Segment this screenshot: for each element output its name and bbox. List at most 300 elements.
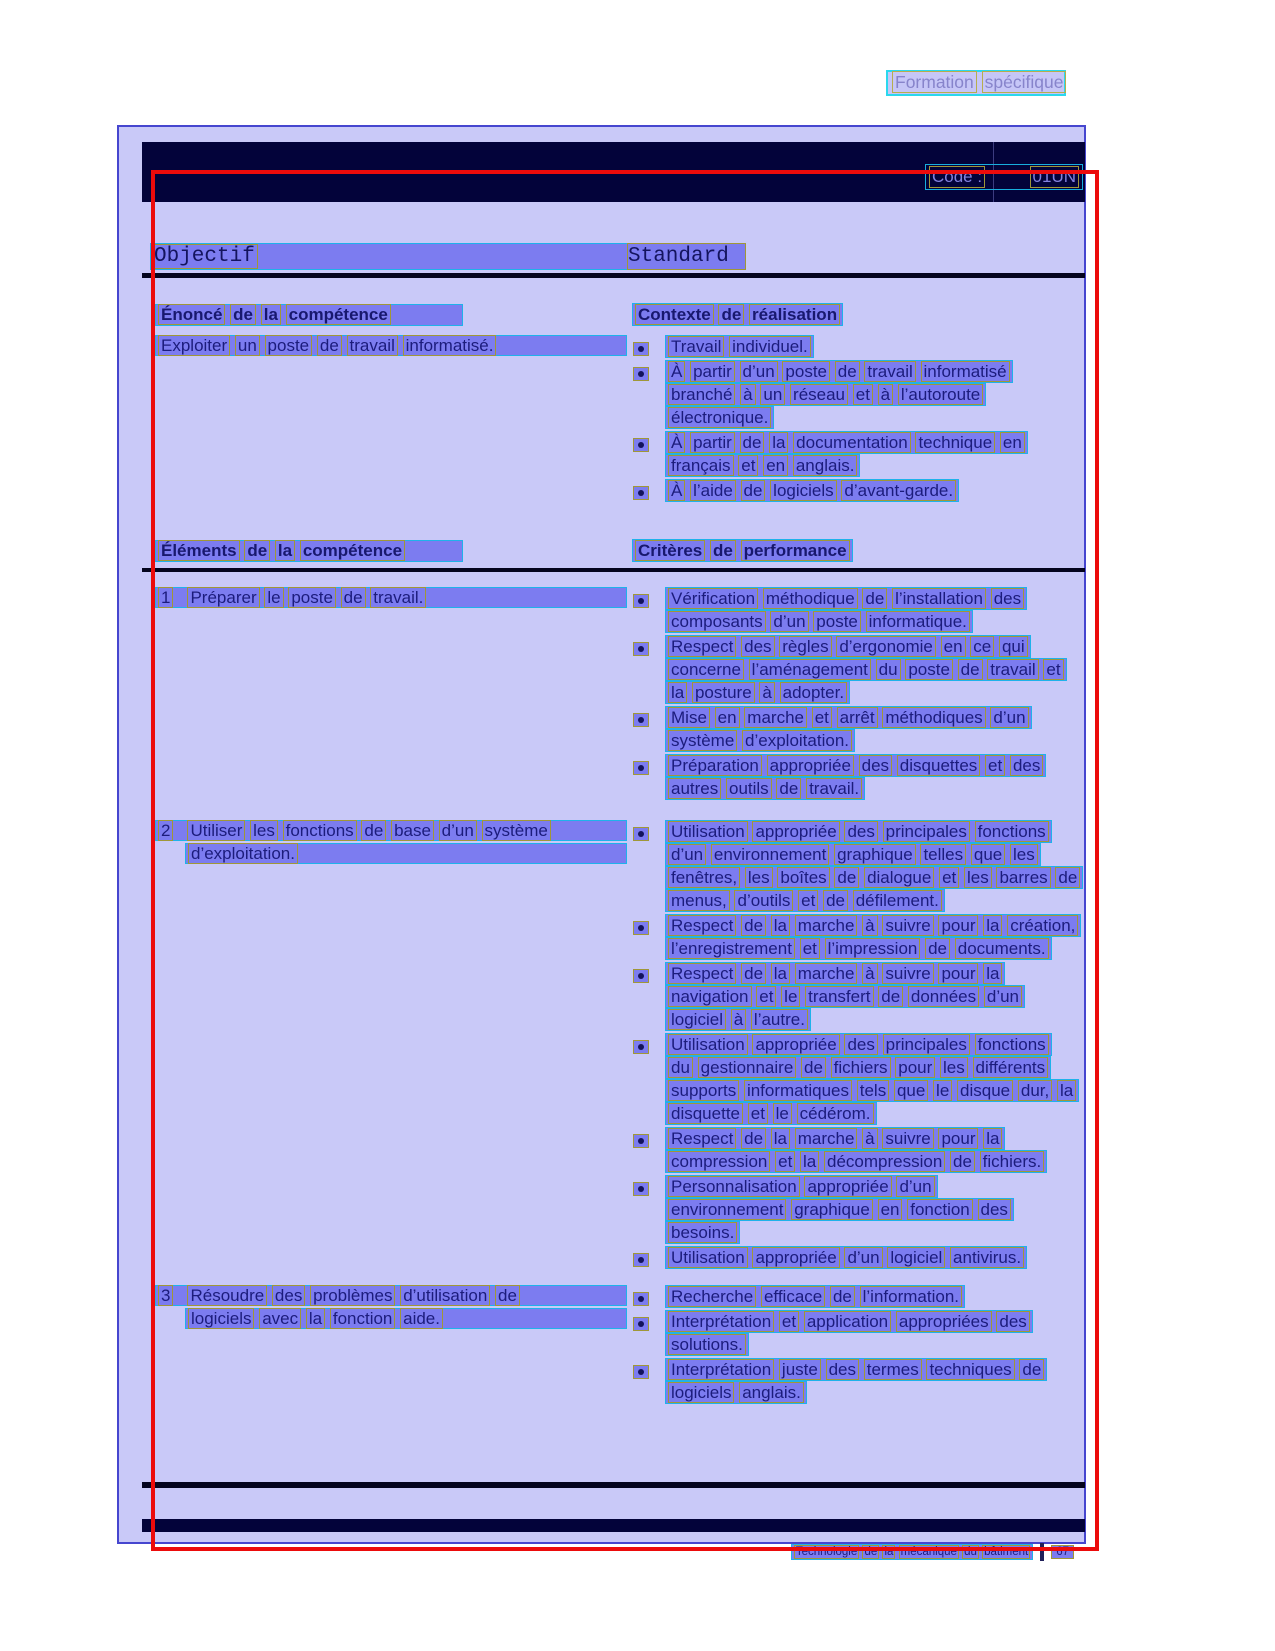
word: juste bbox=[779, 1359, 821, 1380]
bullet-col bbox=[632, 587, 665, 609]
bullet-line bbox=[665, 866, 1090, 889]
word: fonction bbox=[907, 1199, 973, 1220]
word: suivre bbox=[882, 1128, 933, 1149]
word: le bbox=[773, 1103, 792, 1124]
header-bar bbox=[142, 142, 1085, 202]
word: les bbox=[250, 820, 278, 841]
word: Respect bbox=[668, 963, 736, 984]
word: application bbox=[804, 1311, 891, 1332]
word: la bbox=[884, 1546, 894, 1558]
criteria-cell bbox=[632, 1285, 1090, 1406]
bullet-text bbox=[665, 587, 1090, 633]
word: le bbox=[264, 587, 283, 608]
word: de bbox=[830, 1286, 855, 1307]
word: système bbox=[668, 730, 737, 751]
word: d’un bbox=[896, 1176, 934, 1197]
word: arrêt bbox=[837, 707, 878, 728]
objectif-band bbox=[150, 243, 659, 270]
word: avec bbox=[259, 1308, 301, 1329]
word: compétence bbox=[300, 540, 405, 561]
word: barres bbox=[996, 867, 1050, 888]
word: documentation bbox=[793, 432, 911, 453]
bullet-col bbox=[632, 914, 665, 936]
enonce-header bbox=[155, 304, 463, 326]
word: disque bbox=[957, 1080, 1013, 1101]
item-text-line bbox=[155, 820, 627, 841]
elements-header bbox=[155, 540, 463, 562]
word: pour bbox=[938, 963, 978, 984]
bullet-line bbox=[665, 1102, 1090, 1125]
contexte-header-wrap bbox=[632, 304, 843, 326]
word: et bbox=[748, 1103, 768, 1124]
word: Formation bbox=[892, 71, 977, 93]
bullet-icon bbox=[633, 486, 649, 500]
word: logiciels bbox=[188, 1308, 254, 1329]
word: anglais. bbox=[739, 1382, 804, 1403]
word: problèmes bbox=[310, 1285, 395, 1306]
divider-rule-bottom bbox=[142, 1482, 1085, 1488]
bullet-line bbox=[665, 962, 1090, 985]
bullet-item bbox=[632, 587, 1090, 633]
item-text-line bbox=[155, 1285, 627, 1306]
bullet-col bbox=[632, 1358, 665, 1380]
word: documents. bbox=[955, 938, 1049, 959]
word: appropriée bbox=[752, 821, 839, 842]
bullet-item bbox=[632, 754, 1090, 800]
word: adopter. bbox=[780, 682, 847, 703]
word: que bbox=[894, 1080, 928, 1101]
word: composants bbox=[668, 611, 766, 632]
word: la bbox=[275, 540, 295, 561]
bullet-line bbox=[665, 658, 1090, 681]
word: principales bbox=[883, 821, 970, 842]
word: suivre bbox=[882, 915, 933, 936]
bullet-line bbox=[665, 937, 1090, 960]
word: l’autoroute bbox=[898, 384, 983, 405]
bullet-item bbox=[632, 360, 1090, 429]
bullet-text bbox=[665, 1175, 1090, 1244]
bullet-col bbox=[632, 1246, 665, 1268]
word: et bbox=[798, 890, 818, 911]
objectif-label: Objectif bbox=[151, 244, 258, 269]
word: des bbox=[844, 821, 877, 842]
word: réalisation bbox=[749, 304, 840, 325]
bullet-col bbox=[632, 635, 665, 657]
word: de bbox=[230, 304, 256, 325]
word: travail. bbox=[370, 587, 426, 608]
bullet-text bbox=[665, 335, 1090, 358]
footer-page-number: 67 bbox=[1051, 1545, 1074, 1559]
word: transfert bbox=[805, 986, 873, 1007]
word: la bbox=[983, 1128, 1002, 1149]
bullet-text bbox=[665, 479, 1090, 502]
bullet-item bbox=[632, 1127, 1090, 1173]
word: en bbox=[763, 455, 788, 476]
word: d’un bbox=[439, 820, 477, 841]
bullet-text bbox=[665, 754, 1090, 800]
word: Utilisation bbox=[668, 821, 748, 842]
word: solutions. bbox=[668, 1334, 746, 1355]
bullet-line bbox=[665, 985, 1090, 1008]
word: les bbox=[745, 867, 773, 888]
word: poste bbox=[813, 611, 861, 632]
word: appropriée bbox=[752, 1247, 839, 1268]
bullet-line bbox=[665, 777, 1090, 800]
contexte-bullets bbox=[632, 335, 1090, 504]
bullet-icon bbox=[633, 921, 649, 935]
word: pour bbox=[938, 915, 978, 936]
bullet-text bbox=[665, 431, 1090, 477]
word: électronique. bbox=[668, 407, 771, 428]
word: ce bbox=[970, 636, 994, 657]
word: des bbox=[996, 1311, 1029, 1332]
footer-program bbox=[791, 1544, 1033, 1560]
word: d’un bbox=[990, 707, 1028, 728]
word: et bbox=[779, 1311, 799, 1332]
word: la bbox=[771, 915, 790, 936]
bullet-item bbox=[632, 706, 1090, 752]
word: l’aide bbox=[690, 480, 736, 501]
bullet-icon bbox=[633, 342, 649, 356]
bullet-line bbox=[665, 1285, 1090, 1308]
item-number: 3 bbox=[158, 1285, 173, 1306]
bullet-line bbox=[665, 454, 1090, 477]
word: des bbox=[991, 588, 1024, 609]
word: défilement. bbox=[853, 890, 942, 911]
word: de bbox=[862, 588, 887, 609]
bullet-line bbox=[665, 729, 1090, 752]
bullet-item bbox=[632, 635, 1090, 704]
word: d’exploitation. bbox=[742, 730, 852, 751]
word: des bbox=[978, 1199, 1011, 1220]
bullet-icon bbox=[633, 1182, 649, 1196]
bullet-item bbox=[632, 1285, 1090, 1308]
word: menus, bbox=[668, 890, 730, 911]
word: de bbox=[1019, 1359, 1044, 1380]
word: de bbox=[925, 938, 950, 959]
bullet-line bbox=[665, 1310, 1090, 1333]
word: Travail bbox=[668, 336, 724, 357]
word: Éléments bbox=[158, 540, 240, 561]
word: performance bbox=[741, 540, 850, 561]
word: telles bbox=[920, 844, 966, 865]
word: français bbox=[668, 455, 734, 476]
word: compression bbox=[668, 1151, 770, 1172]
word: concerne bbox=[668, 659, 744, 680]
word: dialogue bbox=[864, 867, 934, 888]
bullet-line bbox=[665, 914, 1090, 937]
bullet-line bbox=[665, 1333, 1090, 1356]
bullet-col bbox=[632, 479, 665, 501]
word: à bbox=[862, 915, 877, 936]
bullet-text bbox=[665, 1033, 1090, 1125]
word: marche bbox=[795, 1128, 858, 1149]
bullet-col bbox=[632, 962, 665, 984]
word: en bbox=[878, 1199, 903, 1220]
bullet-line bbox=[665, 431, 1090, 454]
word: et bbox=[939, 867, 959, 888]
word: outils bbox=[726, 778, 772, 799]
bullet-line bbox=[665, 1175, 1090, 1198]
word: Vérification bbox=[668, 588, 758, 609]
bullet-icon bbox=[633, 1253, 649, 1267]
word: supports bbox=[668, 1080, 739, 1101]
word: technique bbox=[915, 432, 995, 453]
word: un bbox=[760, 384, 785, 405]
bullet-item bbox=[632, 914, 1090, 960]
word: de bbox=[958, 659, 983, 680]
element-text-cell bbox=[155, 587, 627, 610]
bullet-text bbox=[665, 1127, 1090, 1173]
bullet-icon bbox=[633, 367, 649, 381]
bullet-line bbox=[665, 843, 1090, 866]
word: des bbox=[826, 1359, 859, 1380]
word: le bbox=[933, 1080, 952, 1101]
footer-bar bbox=[142, 1519, 1085, 1532]
bullet-line bbox=[665, 1127, 1090, 1150]
bullet-line bbox=[665, 706, 1090, 729]
word: antivirus. bbox=[950, 1247, 1024, 1268]
word: spécifique bbox=[982, 71, 1067, 93]
word: anglais. bbox=[793, 455, 858, 476]
bullet-line bbox=[665, 610, 1090, 633]
word: les bbox=[940, 1057, 968, 1078]
word: la bbox=[668, 682, 687, 703]
word: Énoncé bbox=[158, 304, 225, 325]
bullet-icon bbox=[633, 1292, 649, 1306]
bullet-line bbox=[665, 1246, 1090, 1269]
bullet-icon bbox=[633, 1040, 649, 1054]
word: l’autre. bbox=[751, 1009, 808, 1030]
word: graphique bbox=[791, 1199, 873, 1220]
word: que bbox=[971, 844, 1005, 865]
word: graphique bbox=[834, 844, 916, 865]
footer-divider-tick bbox=[1040, 1543, 1044, 1561]
word: d’un bbox=[770, 611, 808, 632]
word: méthodiques bbox=[882, 707, 985, 728]
bullet-item bbox=[632, 431, 1090, 477]
word: la bbox=[771, 963, 790, 984]
word: gestionnaire bbox=[698, 1057, 797, 1078]
word: règles bbox=[779, 636, 831, 657]
bullet-icon bbox=[633, 969, 649, 983]
element-text-cell bbox=[155, 820, 627, 866]
bullet-item bbox=[632, 962, 1090, 1031]
word: les bbox=[1010, 844, 1038, 865]
word: différents bbox=[973, 1057, 1049, 1078]
item-number: 2 bbox=[158, 820, 173, 841]
word: de bbox=[341, 587, 366, 608]
bullet-line bbox=[665, 479, 1090, 502]
word: informatique. bbox=[866, 611, 970, 632]
bullet-col bbox=[632, 1175, 665, 1197]
bullet-line bbox=[665, 1358, 1090, 1381]
word: de bbox=[823, 890, 848, 911]
word: la bbox=[769, 432, 788, 453]
word: besoins. bbox=[668, 1222, 737, 1243]
word: disquette bbox=[668, 1103, 743, 1124]
word: partir bbox=[690, 432, 735, 453]
word: à bbox=[731, 1009, 746, 1030]
word: de bbox=[835, 361, 860, 382]
word: et bbox=[1043, 659, 1063, 680]
word: et bbox=[756, 986, 776, 1007]
word: appropriées bbox=[896, 1311, 992, 1332]
document-frame bbox=[117, 125, 1086, 1558]
page-label bbox=[886, 70, 1066, 96]
word: travail. bbox=[806, 778, 862, 799]
bullet-line bbox=[665, 1198, 1090, 1221]
bullet-line bbox=[665, 889, 1090, 912]
word: Préparation bbox=[668, 755, 762, 776]
word: d’un bbox=[984, 986, 1022, 1007]
word: logiciel bbox=[887, 1247, 945, 1268]
word: appropriée bbox=[752, 1034, 839, 1055]
word: l’aménagement bbox=[749, 659, 871, 680]
word: des bbox=[844, 1034, 877, 1055]
word: de bbox=[361, 820, 386, 841]
word: l’impression bbox=[825, 938, 921, 959]
bullet-line bbox=[665, 1221, 1090, 1244]
item-text-line bbox=[185, 1308, 627, 1329]
word: aide. bbox=[400, 1308, 443, 1329]
bullet-item bbox=[632, 1033, 1090, 1125]
bullet-line bbox=[665, 820, 1090, 843]
word: fenêtres, bbox=[668, 867, 740, 888]
word: Respect bbox=[668, 915, 736, 936]
word: informatisé bbox=[921, 361, 1010, 382]
word: la bbox=[983, 963, 1002, 984]
word: Technologie bbox=[795, 1546, 858, 1558]
word: marche bbox=[795, 915, 858, 936]
code-label: Code : bbox=[929, 166, 985, 188]
word: informatiques bbox=[744, 1080, 852, 1101]
word: fichiers. bbox=[980, 1151, 1045, 1172]
item-text-line bbox=[155, 587, 627, 608]
word: d’avant-garde. bbox=[841, 480, 956, 501]
word: et bbox=[812, 707, 832, 728]
word: l’installation bbox=[892, 588, 986, 609]
word: environnement bbox=[711, 844, 829, 865]
word: principales bbox=[883, 1034, 970, 1055]
word: de bbox=[741, 1128, 766, 1149]
word: de bbox=[741, 480, 766, 501]
word: fonctions bbox=[975, 1034, 1049, 1055]
word: d’un bbox=[668, 844, 706, 865]
word: la bbox=[1057, 1080, 1076, 1101]
bullet-line bbox=[665, 635, 1090, 658]
bullet-icon bbox=[633, 1134, 649, 1148]
word: Utiliser bbox=[187, 820, 245, 841]
bullet-text bbox=[665, 1310, 1090, 1356]
word: la bbox=[306, 1308, 325, 1329]
word: Utilisation bbox=[668, 1034, 748, 1055]
word: d’un bbox=[740, 361, 778, 382]
word: suivre bbox=[882, 963, 933, 984]
word: poste bbox=[288, 587, 336, 608]
bullet-text bbox=[665, 706, 1090, 752]
word: en bbox=[1000, 432, 1025, 453]
criteria-cell bbox=[632, 587, 1090, 802]
word: la bbox=[983, 915, 1002, 936]
bullet-item bbox=[632, 1358, 1090, 1404]
footer bbox=[791, 1542, 1074, 1562]
word: informatisé. bbox=[403, 335, 497, 356]
word: boîtes bbox=[777, 867, 829, 888]
word: poste bbox=[782, 361, 830, 382]
word: logiciels bbox=[770, 480, 836, 501]
divider-rule-top bbox=[142, 273, 1085, 278]
word: et bbox=[853, 384, 873, 405]
word: Recherche bbox=[668, 1286, 756, 1307]
bullet-item bbox=[632, 820, 1090, 912]
word: Interprétation bbox=[668, 1359, 774, 1380]
word: la bbox=[261, 304, 281, 325]
word: Mise bbox=[668, 707, 710, 728]
section-headers-competence bbox=[119, 304, 1084, 330]
word: autres bbox=[668, 778, 721, 799]
word: marche bbox=[744, 707, 807, 728]
word: de bbox=[878, 986, 903, 1007]
enonce-cell bbox=[155, 335, 627, 358]
word: marche bbox=[795, 963, 858, 984]
bullet-item bbox=[632, 335, 1090, 358]
bullet-col bbox=[632, 1127, 665, 1149]
word: la bbox=[771, 1128, 790, 1149]
word: logiciels bbox=[668, 1382, 734, 1403]
bullet-line bbox=[665, 406, 1090, 429]
bullet-line bbox=[665, 360, 1090, 383]
word: travail bbox=[864, 361, 915, 382]
bullet-item bbox=[632, 1246, 1090, 1269]
word: bâtiment bbox=[984, 1546, 1029, 1558]
word: de bbox=[495, 1285, 520, 1306]
word: et bbox=[738, 455, 758, 476]
word: compétence bbox=[286, 304, 391, 325]
word: appropriée bbox=[804, 1176, 891, 1197]
bullet-col bbox=[632, 1285, 665, 1307]
bullet-line bbox=[665, 1008, 1090, 1031]
bullet-icon bbox=[633, 827, 649, 841]
word: de bbox=[710, 540, 736, 561]
word: la bbox=[800, 1151, 819, 1172]
bullet-line bbox=[665, 1056, 1090, 1079]
standard-box bbox=[627, 243, 746, 270]
word: dur, bbox=[1018, 1080, 1052, 1101]
bullet-icon bbox=[633, 761, 649, 775]
item-text-line bbox=[185, 843, 627, 864]
bullet-icon bbox=[633, 1317, 649, 1331]
word: techniques bbox=[926, 1359, 1014, 1380]
bullet-item bbox=[632, 1310, 1090, 1356]
criteres-header bbox=[632, 539, 853, 562]
word: d’exploitation. bbox=[188, 843, 298, 864]
word: À bbox=[668, 432, 685, 453]
word: À bbox=[668, 361, 685, 382]
word: de bbox=[801, 1057, 826, 1078]
word: d’ergonomie bbox=[836, 636, 936, 657]
word: et bbox=[985, 755, 1005, 776]
word: de bbox=[718, 304, 744, 325]
word: Exploiter bbox=[158, 335, 230, 356]
bullet-text bbox=[665, 820, 1090, 912]
bullet-text bbox=[665, 1246, 1090, 1269]
word: navigation bbox=[668, 986, 752, 1007]
bullet-col bbox=[632, 335, 665, 357]
criteres-header-wrap bbox=[632, 540, 853, 562]
word: Utilisation bbox=[668, 1247, 748, 1268]
word: mécanique bbox=[900, 1546, 957, 1558]
